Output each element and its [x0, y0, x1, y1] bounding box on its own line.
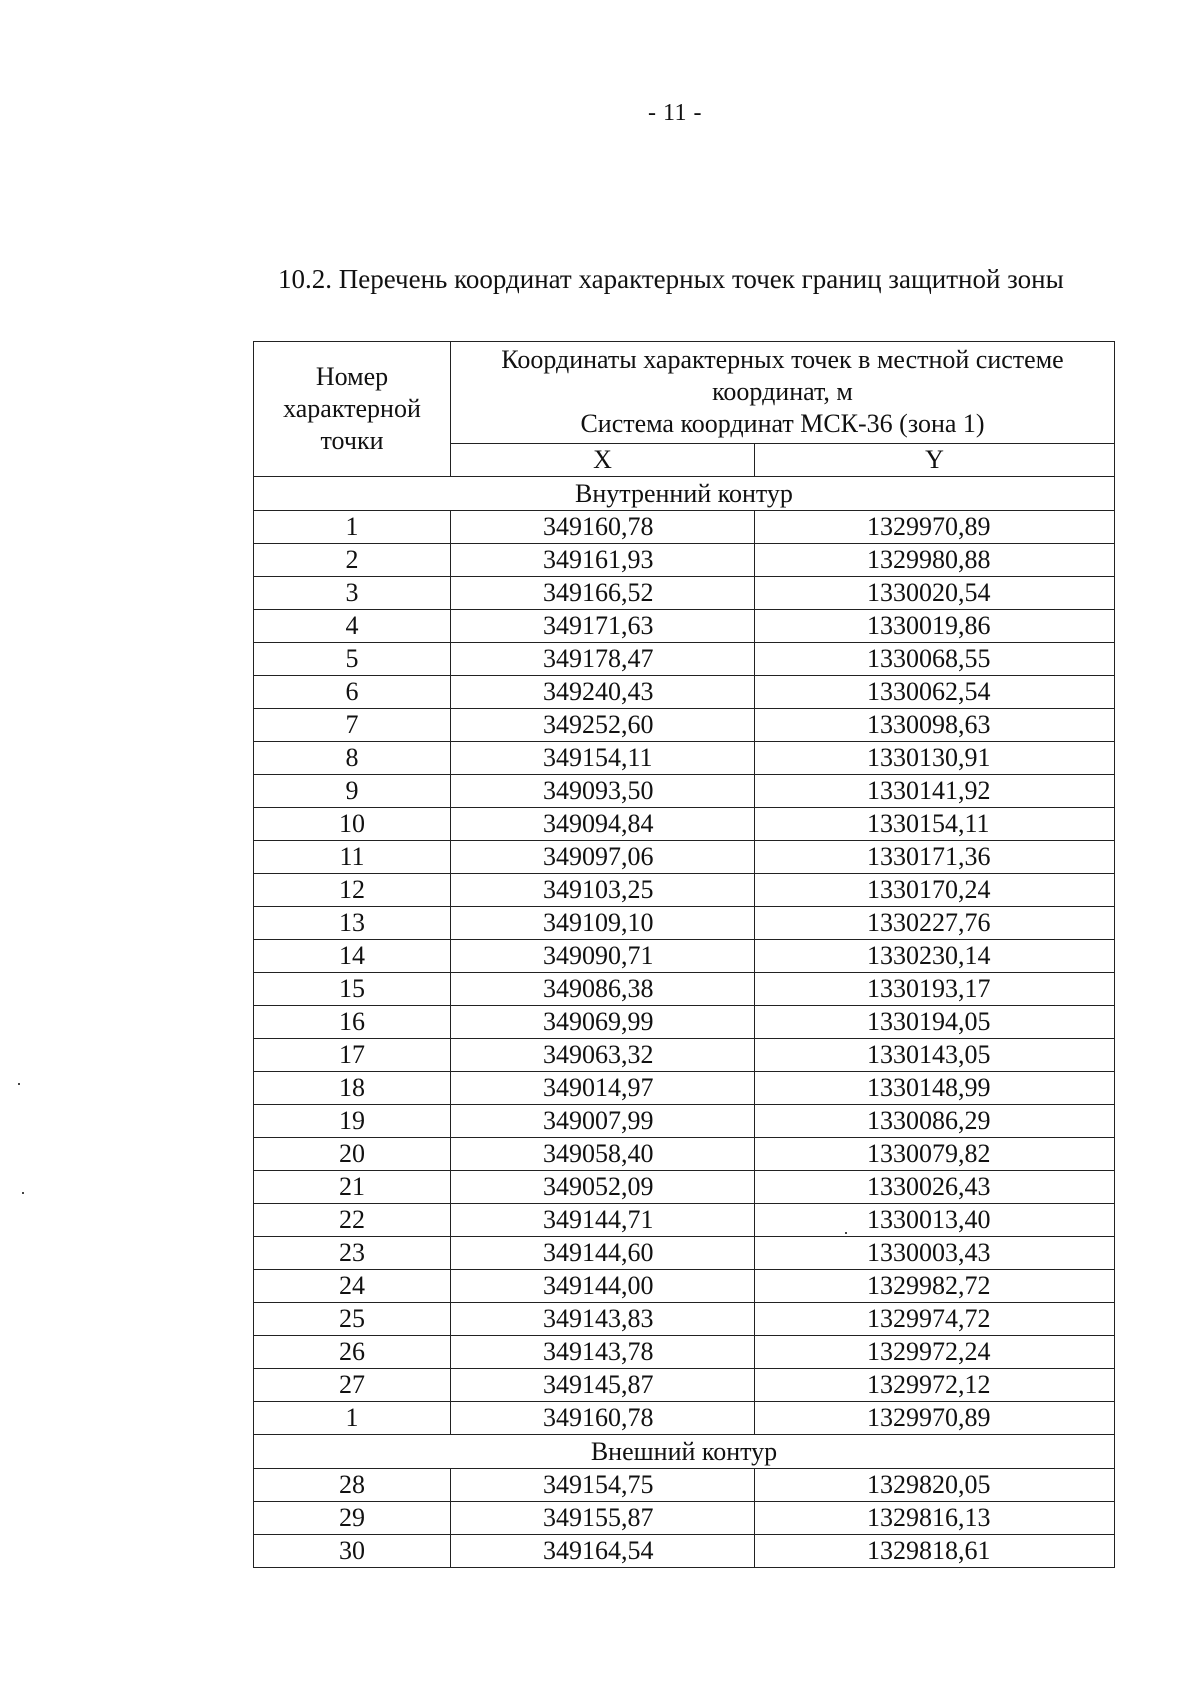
- table-row: [254, 709, 1115, 742]
- table-row: [254, 775, 1115, 808]
- point-number-cell: 1: [254, 511, 451, 544]
- y-coordinate-cell: 1330098,63: [755, 709, 1115, 742]
- x-coordinate-cell: 349178,47: [451, 643, 755, 676]
- y-coordinate-cell: 1329972,12: [755, 1369, 1115, 1402]
- point-number-cell: 23: [254, 1237, 451, 1270]
- x-coordinate-cell: 349014,97: [451, 1072, 755, 1105]
- table-row: [254, 1237, 1115, 1270]
- point-number-cell: 21: [254, 1171, 451, 1204]
- y-coordinate-cell: 1329816,13: [755, 1502, 1115, 1535]
- table-row: [254, 940, 1115, 973]
- x-coordinate-cell: 349058,40: [451, 1138, 755, 1171]
- page-number: - 11 -: [647, 100, 703, 126]
- y-coordinate-cell: 1329972,24: [755, 1336, 1115, 1369]
- header-coordinates-line1: Координаты характерных точек в местной системе координат, м: [501, 345, 1064, 407]
- y-coordinate-cell: 1329818,61: [755, 1535, 1115, 1568]
- point-number-cell: 15: [254, 973, 451, 1006]
- y-coordinate-cell: 1329974,72: [755, 1303, 1115, 1336]
- header-coordinates: [451, 342, 1115, 444]
- table-row: [254, 1204, 1115, 1237]
- x-coordinate-cell: 349161,93: [451, 544, 755, 577]
- table-row: [254, 676, 1115, 709]
- section-row: [254, 477, 1115, 511]
- y-coordinate-cell: 1330020,54: [755, 577, 1115, 610]
- point-number-cell: 9: [254, 775, 451, 808]
- point-number-cell: 3: [254, 577, 451, 610]
- point-number-cell: 17: [254, 1039, 451, 1072]
- y-coordinate-cell: 1330141,92: [755, 775, 1115, 808]
- point-number-cell: 27: [254, 1369, 451, 1402]
- table-row: [254, 808, 1115, 841]
- y-coordinate-cell: 1330013,40: [755, 1204, 1115, 1237]
- table-row: [254, 1336, 1115, 1369]
- x-coordinate-cell: 349144,60: [451, 1237, 755, 1270]
- table-row: [254, 1006, 1115, 1039]
- y-coordinate-cell: 1330143,05: [755, 1039, 1115, 1072]
- x-coordinate-cell: 349090,71: [451, 940, 755, 973]
- point-number-cell: 30: [254, 1535, 451, 1568]
- table-row: [254, 1105, 1115, 1138]
- scan-speck: [18, 1083, 20, 1085]
- point-number-cell: 22: [254, 1204, 451, 1237]
- x-coordinate-cell: 349069,99: [451, 1006, 755, 1039]
- table-row: [254, 643, 1115, 676]
- point-number-cell: 12: [254, 874, 451, 907]
- y-coordinate-cell: 1330019,86: [755, 610, 1115, 643]
- y-coordinate-cell: 1330194,05: [755, 1006, 1115, 1039]
- table-row: [254, 577, 1115, 610]
- table-row: [254, 1303, 1115, 1336]
- y-coordinate-cell: 1330068,55: [755, 643, 1115, 676]
- x-coordinate-cell: 349154,75: [451, 1469, 755, 1502]
- y-coordinate-cell: 1329970,89: [755, 1402, 1115, 1435]
- table-row: [254, 841, 1115, 874]
- y-coordinate-cell: 1330193,17: [755, 973, 1115, 1006]
- x-coordinate-cell: 349143,78: [451, 1336, 755, 1369]
- y-coordinate-cell: 1330171,36: [755, 841, 1115, 874]
- section-title-cell: Внешний контур: [254, 1435, 1115, 1469]
- table-row: [254, 742, 1115, 775]
- y-coordinate-cell: 1330062,54: [755, 676, 1115, 709]
- table-row: [254, 1469, 1115, 1502]
- point-number-cell: 26: [254, 1336, 451, 1369]
- table-row: [254, 1535, 1115, 1568]
- x-coordinate-cell: 349063,32: [451, 1039, 755, 1072]
- point-number-cell: 4: [254, 610, 451, 643]
- x-coordinate-cell: 349160,78: [451, 511, 755, 544]
- point-number-cell: 25: [254, 1303, 451, 1336]
- table-row: [254, 907, 1115, 940]
- table-row: [254, 1402, 1115, 1435]
- x-coordinate-cell: 349094,84: [451, 808, 755, 841]
- y-coordinate-cell: 1330148,99: [755, 1072, 1115, 1105]
- table-row: [254, 1171, 1115, 1204]
- y-coordinate-cell: 1329982,72: [755, 1270, 1115, 1303]
- point-number-cell: 29: [254, 1502, 451, 1535]
- point-number-cell: 24: [254, 1270, 451, 1303]
- header-x: X: [451, 443, 755, 476]
- point-number-cell: 14: [254, 940, 451, 973]
- y-coordinate-cell: 1330003,43: [755, 1237, 1115, 1270]
- x-coordinate-cell: 349145,87: [451, 1369, 755, 1402]
- y-coordinate-cell: 1330026,43: [755, 1171, 1115, 1204]
- y-coordinate-cell: 1330086,29: [755, 1105, 1115, 1138]
- scan-speck: [22, 1192, 24, 1194]
- x-coordinate-cell: 349097,06: [451, 841, 755, 874]
- point-number-cell: 10: [254, 808, 451, 841]
- table-row: [254, 544, 1115, 577]
- x-coordinate-cell: 349093,50: [451, 775, 755, 808]
- header-coordinates-line2: Система координат МСК-36 (зона 1): [580, 409, 985, 439]
- point-number-cell: 2: [254, 544, 451, 577]
- table-body: [254, 477, 1115, 1568]
- point-number-cell: 28: [254, 1469, 451, 1502]
- x-coordinate-cell: 349252,60: [451, 709, 755, 742]
- table-row: [254, 1270, 1115, 1303]
- header-y: Y: [755, 443, 1115, 476]
- y-coordinate-cell: 1330130,91: [755, 742, 1115, 775]
- table-row: [254, 874, 1115, 907]
- section-title: 10.2. Перечень координат характерных точек границ защитной зоны: [278, 264, 1064, 294]
- y-coordinate-cell: 1330154,11: [755, 808, 1115, 841]
- x-coordinate-cell: 349166,52: [451, 577, 755, 610]
- point-number-cell: 6: [254, 676, 451, 709]
- y-coordinate-cell: 1329980,88: [755, 544, 1115, 577]
- point-number-cell: 8: [254, 742, 451, 775]
- x-coordinate-cell: 349103,25: [451, 874, 755, 907]
- table-row: [254, 610, 1115, 643]
- table-row: [254, 1369, 1115, 1402]
- header-point-number-label: Номер характерной точки: [283, 362, 421, 455]
- x-coordinate-cell: 349052,09: [451, 1171, 755, 1204]
- scan-speck: [845, 1232, 847, 1234]
- table-row: [254, 1039, 1115, 1072]
- x-coordinate-cell: 349155,87: [451, 1502, 755, 1535]
- table-row: [254, 1502, 1115, 1535]
- table-row: [254, 1072, 1115, 1105]
- x-coordinate-cell: 349160,78: [451, 1402, 755, 1435]
- x-coordinate-cell: 349007,99: [451, 1105, 755, 1138]
- point-number-cell: 20: [254, 1138, 451, 1171]
- y-coordinate-cell: 1330227,76: [755, 907, 1115, 940]
- point-number-cell: 13: [254, 907, 451, 940]
- y-coordinate-cell: 1330079,82: [755, 1138, 1115, 1171]
- point-number-cell: 18: [254, 1072, 451, 1105]
- y-coordinate-cell: 1330170,24: [755, 874, 1115, 907]
- point-number-cell: 11: [254, 841, 451, 874]
- point-number-cell: 7: [254, 709, 451, 742]
- x-coordinate-cell: 349154,11: [451, 742, 755, 775]
- x-coordinate-cell: 349109,10: [451, 907, 755, 940]
- x-coordinate-cell: 349143,83: [451, 1303, 755, 1336]
- x-coordinate-cell: 349144,71: [451, 1204, 755, 1237]
- point-number-cell: 5: [254, 643, 451, 676]
- y-coordinate-cell: 1329820,05: [755, 1469, 1115, 1502]
- x-coordinate-cell: 349144,00: [451, 1270, 755, 1303]
- x-coordinate-cell: 349240,43: [451, 676, 755, 709]
- table-header: [254, 342, 1115, 477]
- x-coordinate-cell: 349164,54: [451, 1535, 755, 1568]
- table-row: [254, 511, 1115, 544]
- point-number-cell: 1: [254, 1402, 451, 1435]
- point-number-cell: 16: [254, 1006, 451, 1039]
- table-row: [254, 973, 1115, 1006]
- section-row: [254, 1435, 1115, 1469]
- x-coordinate-cell: 349171,63: [451, 610, 755, 643]
- x-coordinate-cell: 349086,38: [451, 973, 755, 1006]
- table-row: [254, 1138, 1115, 1171]
- header-point-number: [254, 342, 451, 477]
- point-number-cell: 19: [254, 1105, 451, 1138]
- y-coordinate-cell: 1329970,89: [755, 511, 1115, 544]
- y-coordinate-cell: 1330230,14: [755, 940, 1115, 973]
- coordinates-table: [253, 341, 1115, 1568]
- section-title-cell: Внутренний контур: [254, 477, 1115, 511]
